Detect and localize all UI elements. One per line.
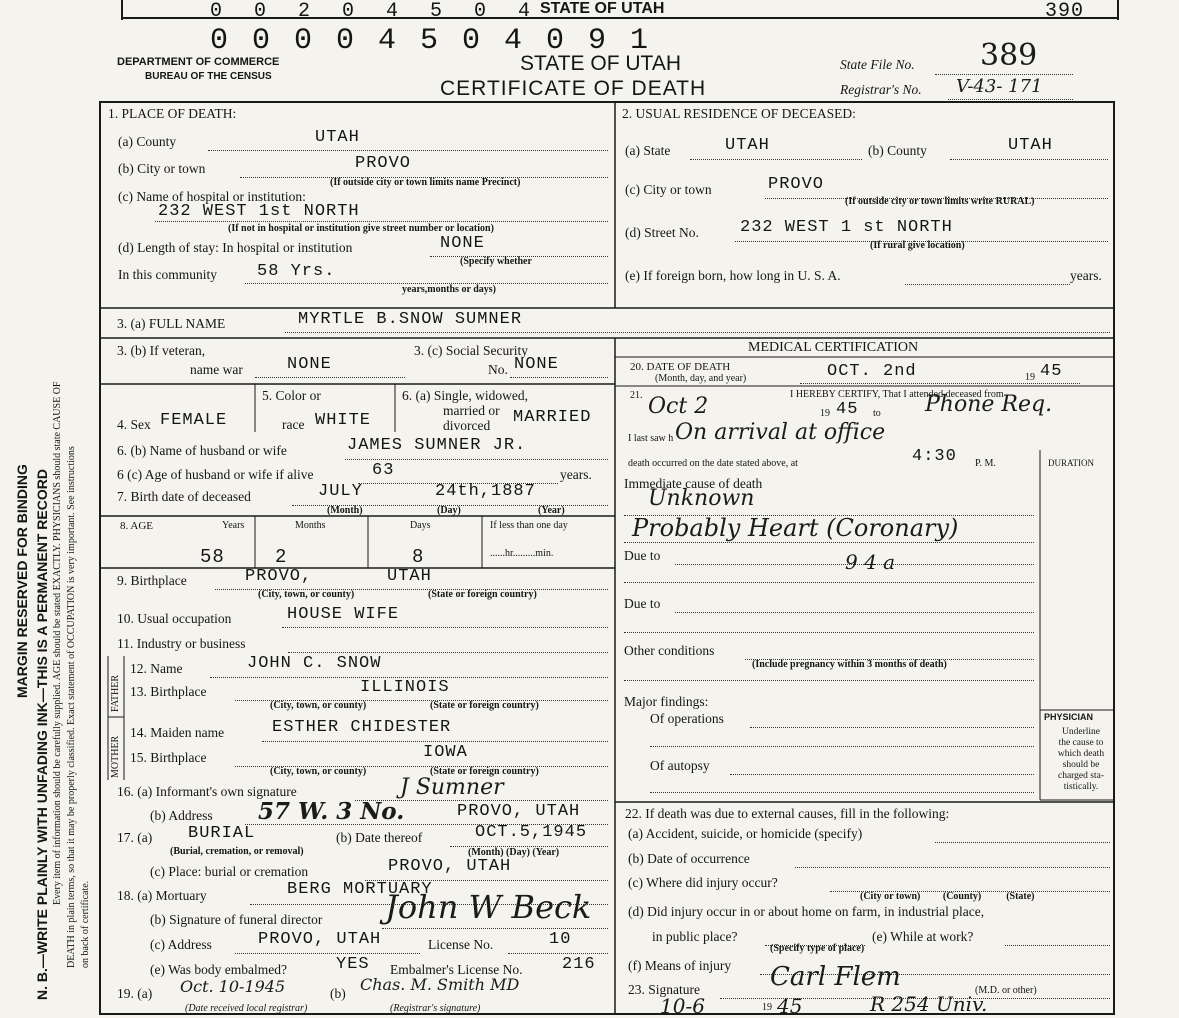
- social-security-label: 3. (c) Social Security: [414, 343, 528, 358]
- age-years: 58: [200, 546, 225, 568]
- birthplace-state-note: (State or foreign country): [428, 589, 537, 600]
- physician-signature: Carl Flem: [770, 962, 901, 992]
- res-street-label: (d) Street No.: [625, 225, 699, 240]
- residence-heading: 2. USUAL RESIDENCE OF DECEASED:: [622, 106, 856, 121]
- margin-instructions-1: Every item of information should be carefully supplied. AGE should be stated EXACTLY. PHYSICIANS should state CAUSE OF: [52, 381, 63, 905]
- pod-hospital-label: (c) Name of hospital or institution:: [118, 189, 306, 204]
- father-state-note: (State or foreign country): [430, 700, 539, 711]
- res-city-note: (If outside city or town limits write RURAL): [845, 196, 1035, 207]
- father-side-label: FATHER: [110, 674, 121, 712]
- occurrence-label: (b) Date of occurrence: [628, 851, 750, 866]
- birth-date-label: 7. Birth date of deceased: [117, 489, 251, 504]
- father-name-label: 12. Name: [130, 661, 183, 676]
- industry-label: 11. Industry or business: [117, 636, 246, 651]
- date-of-death-note: (Month, day, and year): [655, 373, 747, 384]
- license-label: License No.: [428, 937, 494, 952]
- informant-address-label: (b) Address: [150, 808, 213, 823]
- age-months-label: Months: [295, 520, 326, 531]
- where-injury-note: (City or town) (County) (State): [860, 891, 1035, 902]
- registrar-received-date: Oct. 10-1945: [180, 977, 286, 996]
- age-days: 8: [412, 546, 425, 568]
- informant-address-hand: 57 W. 3 No.: [258, 798, 405, 825]
- means-label: (f) Means of injury: [628, 958, 732, 973]
- occupation: HOUSE WIFE: [287, 605, 400, 624]
- race: WHITE: [315, 411, 372, 430]
- license-number: 10: [549, 930, 572, 949]
- pod-county-label: (a) County: [118, 134, 177, 149]
- page-title: CERTIFICATE OF DEATH: [440, 77, 707, 100]
- social-security-no-label: No.: [488, 362, 508, 377]
- birth-month: JULY: [318, 482, 363, 501]
- res-street: 232 WEST 1 st NORTH: [740, 218, 953, 237]
- marital-label-2: married or: [443, 403, 500, 418]
- informant-sig-label: 16. (a) Informant's own signature: [117, 784, 297, 799]
- attended-to-label: to: [873, 408, 881, 419]
- attended-from: Oct 2: [648, 394, 709, 419]
- physician-header: PHYSICIAN: [1044, 712, 1094, 722]
- pod-community-label: In this community: [118, 267, 217, 282]
- age-hr-min: ......hr.........min.: [490, 548, 554, 559]
- accident-label: (a) Accident, suicide, or homicide (specify): [628, 826, 863, 841]
- father-birthplace-label: 13. Birthplace: [130, 684, 207, 699]
- major-findings-label: Major findings:: [624, 694, 709, 709]
- res-foreign-suffix: years.: [1070, 268, 1102, 283]
- burial-date: OCT.5,1945: [475, 823, 588, 842]
- due-to-1: 9 4 a: [845, 550, 896, 574]
- birth-day-year: 24th,1887: [435, 482, 536, 501]
- marital-label: 6. (a) Single, widowed,: [402, 388, 528, 403]
- birth-day-note: (Day): [437, 505, 461, 516]
- res-city-label: (c) City or town: [625, 182, 712, 197]
- birthplace-city: PROVO,: [245, 567, 313, 586]
- physician-note: Underline the cause to which death should be charged sta- tistically.: [1057, 727, 1105, 792]
- registrar-date-note: (Date received local registrar): [185, 1003, 308, 1014]
- embalmer-license: 216: [562, 955, 596, 974]
- social-security: NONE: [514, 355, 559, 374]
- mother-birthplace: IOWA: [423, 743, 468, 762]
- race-label-2: race: [282, 417, 305, 432]
- top-strip-state: STATE OF UTAH: [540, 0, 665, 17]
- where-injury-label: (c) Where did injury occur?: [628, 875, 778, 890]
- while-at-work-label: (e) While at work?: [872, 929, 974, 944]
- certify-number: 21.: [630, 390, 643, 401]
- bureau-label: BUREAU OF THE CENSUS: [145, 71, 272, 82]
- attended-year-prefix: 19: [820, 408, 830, 419]
- burial-date-label: (b) Date thereof: [336, 830, 423, 845]
- veteran-label: 3. (b) If veteran,: [117, 343, 206, 358]
- date-of-death-label: 20. DATE OF DEATH: [630, 361, 731, 373]
- certify-label: I HEREBY CERTIFY, That I attended deceased from: [790, 389, 1004, 400]
- sex-label: 4. Sex: [117, 417, 151, 432]
- spouse-label: 6. (b) Name of husband or wife: [117, 443, 287, 458]
- mother-birthplace-label: 15. Birthplace: [130, 750, 207, 765]
- birthplace-label: 9. Birthplace: [117, 573, 187, 588]
- state-file-label: State File No.: [840, 57, 915, 72]
- mother-state-note: (State or foreign country): [430, 766, 539, 777]
- father-birthplace: ILLINOIS: [360, 678, 450, 697]
- embalmer-license-label: Embalmer's License No.: [390, 962, 523, 977]
- birth-year-note: (Year): [538, 505, 565, 516]
- public-place-label: in public place?: [652, 929, 738, 944]
- birthplace-city-note: (City, town, or county): [258, 589, 355, 600]
- mortuary-label: 18. (a) Mortuary: [117, 888, 207, 903]
- registrar-value: V-43- 171: [956, 76, 1043, 97]
- other-conditions-label: Other conditions: [624, 643, 715, 658]
- due-to-2-label: Due to: [624, 596, 661, 611]
- burial-type: BURIAL: [188, 824, 256, 843]
- last-saw-label: I last saw h: [628, 433, 674, 444]
- occupation-label: 10. Usual occupation: [117, 611, 232, 626]
- death-year: 45: [1040, 362, 1063, 381]
- marital-status: MARRIED: [513, 408, 592, 427]
- birthplace-state: UTAH: [387, 567, 432, 586]
- burial-note: (Burial, cremation, or removal): [170, 846, 304, 857]
- pod-stay-label: (d) Length of stay: In hospital or institution: [118, 240, 353, 255]
- age-months: 2: [275, 546, 288, 568]
- res-state-label: (a) State: [625, 143, 671, 158]
- signature-address: R 254 Univ.: [870, 992, 988, 1016]
- res-county-label: (b) County: [868, 143, 927, 158]
- spouse-age: 63: [372, 461, 395, 480]
- burial-place-label: (c) Place: burial or cremation: [150, 864, 309, 879]
- margin-instructions-2: DEATH in plain terms, so that it may be properly classified. Exact statement of OCCUPATION is very important. See instructions: [66, 446, 77, 968]
- res-county: UTAH: [1008, 136, 1053, 155]
- duration-label: DURATION: [1048, 458, 1094, 468]
- spouse-age-label: 6 (c) Age of husband or wife if alive: [117, 467, 314, 482]
- registrar-sig-note: (Registrar's signature): [390, 1003, 481, 1014]
- immediate-cause-label: Immediate cause of death: [624, 476, 763, 491]
- death-year-prefix: 19: [1025, 372, 1035, 383]
- mortuary: BERG MORTUARY: [287, 880, 433, 899]
- spouse-name: JAMES SUMNER JR.: [347, 436, 527, 455]
- medical-heading: MEDICAL CERTIFICATION: [748, 340, 919, 355]
- department-label: DEPARTMENT OF COMMERCE: [117, 56, 280, 68]
- registrar-label: Registrar's No.: [840, 82, 922, 97]
- signature-date: 10-6: [660, 994, 705, 1018]
- father-name: JOHN C. SNOW: [247, 654, 382, 673]
- signature-label: 23. Signature: [628, 982, 700, 997]
- death-occurred-label: death occurred on the date stated above, at: [628, 458, 798, 469]
- funeral-director-signature: John W Beck: [385, 888, 592, 926]
- pod-city-label: (b) City or town: [118, 161, 206, 176]
- age-days-label: Days: [410, 520, 431, 531]
- res-foreign-label: (e) If foreign born, how long in U. S. A.: [625, 268, 841, 283]
- full-name: MYRTLE B.SNOW SUMNER: [298, 310, 523, 329]
- margin-instructions-3: on back of certificate.: [80, 880, 91, 968]
- sex: FEMALE: [160, 411, 228, 430]
- home-farm-label: (d) Did injury occur in or about home on farm, in industrial place,: [628, 904, 985, 919]
- other-conditions-note: (Include pregnancy within 3 months of death): [752, 659, 947, 670]
- pod-county: UTAH: [315, 128, 360, 147]
- director-address: PROVO, UTAH: [258, 930, 382, 949]
- pod-community: 58 Yrs.: [257, 262, 336, 281]
- res-state: UTAH: [725, 136, 770, 155]
- registrar-signature: Chas. M. Smith MD: [360, 975, 520, 994]
- attended-year: 45: [836, 400, 859, 419]
- pod-years-note: years,months or days): [402, 284, 496, 295]
- state-title: STATE OF UTAH: [520, 52, 681, 75]
- age-less-than-day-label: If less than one day: [490, 520, 568, 531]
- marital-label-3: divorced: [443, 418, 491, 433]
- margin-binding-text: MARGIN RESERVED FOR BINDING: [14, 464, 30, 698]
- attended-to: Phone Req.: [925, 392, 1053, 417]
- external-heading: 22. If death was due to external causes, fill in the following:: [625, 806, 950, 821]
- time-pm: P. M.: [975, 458, 996, 469]
- embalmed-label: (e) Was body embalmed?: [150, 962, 287, 977]
- age-years-label: Years: [222, 520, 245, 531]
- pod-hospital-note: (If not in hospital or institution give street number or location): [228, 223, 494, 234]
- director-address-label: (c) Address: [150, 937, 212, 952]
- informant-address-typed: PROVO, UTAH: [457, 802, 581, 821]
- res-city: PROVO: [768, 175, 825, 194]
- burial-place: PROVO, UTAH: [388, 857, 512, 876]
- date-of-death: OCT. 2nd: [827, 362, 917, 381]
- pod-city-note: (If outside city or town limits name Precinct): [330, 177, 521, 188]
- burial-date-note: (Month) (Day) (Year): [468, 847, 560, 858]
- pod-specify-note: (Specify whether: [460, 256, 532, 267]
- signature-year: 45: [777, 994, 803, 1018]
- registrar-sig-label: (b): [330, 986, 346, 1001]
- signature-md-note: (M.D. or other): [975, 985, 1037, 996]
- mother-side-label: MOTHER: [110, 735, 121, 778]
- top-strip-number-left: 0 0 2 0 4 5 0 4: [210, 0, 541, 23]
- immediate-cause: Unknown: [648, 486, 755, 511]
- mother-maiden-name: ESTHER CHIDESTER: [272, 718, 452, 737]
- full-name-label: 3. (a) FULL NAME: [117, 316, 226, 331]
- operations-label: Of operations: [650, 711, 724, 726]
- veteran-war-label: name war: [190, 362, 243, 377]
- informant-signature: J Sumner: [400, 775, 504, 800]
- pod-stay: NONE: [440, 234, 485, 253]
- state-file-value: 389: [980, 38, 1038, 73]
- father-city-note: (City, town, or county): [270, 700, 367, 711]
- burial-label: 17. (a): [117, 830, 153, 845]
- race-label: 5. Color or: [262, 388, 321, 403]
- last-saw: On arrival at office: [675, 420, 886, 445]
- mother-name-label: 14. Maiden name: [130, 725, 225, 740]
- embalmed: YES: [336, 955, 370, 974]
- public-place-note: (Specify type of place): [770, 943, 865, 954]
- spouse-age-suffix: years.: [560, 467, 592, 482]
- stamp-number: 0 0 0 0 4 5 0 4 0 9 1: [210, 24, 652, 58]
- due-to-1-label: Due to: [624, 548, 661, 563]
- top-strip-number-right: 390: [1045, 0, 1085, 23]
- mother-city-note: (City, town, or county): [270, 766, 367, 777]
- pod-city: PROVO: [355, 154, 412, 173]
- margin-nb-text: N. B.—WRITE PLAINLY WITH UNFADING INK—THIS IS A PERMANENT RECORD: [34, 469, 50, 1000]
- registrar-date-label: 19. (a): [117, 986, 153, 1001]
- funeral-director-label: (b) Signature of funeral director: [150, 912, 323, 927]
- autopsy-label: Of autopsy: [650, 758, 710, 773]
- pod-hospital: 232 WEST 1st NORTH: [158, 202, 360, 221]
- signature-year-prefix: 19: [762, 1002, 772, 1013]
- birth-month-note: (Month): [327, 505, 363, 516]
- age-label: 8. AGE: [120, 520, 153, 532]
- veteran-war: NONE: [287, 355, 332, 374]
- time-of-death: 4:30: [912, 447, 957, 466]
- place-of-death-heading: 1. PLACE OF DEATH:: [108, 106, 237, 121]
- res-street-note: (If rural give location): [870, 240, 965, 251]
- probable-cause: Probably Heart (Coronary): [632, 514, 959, 542]
